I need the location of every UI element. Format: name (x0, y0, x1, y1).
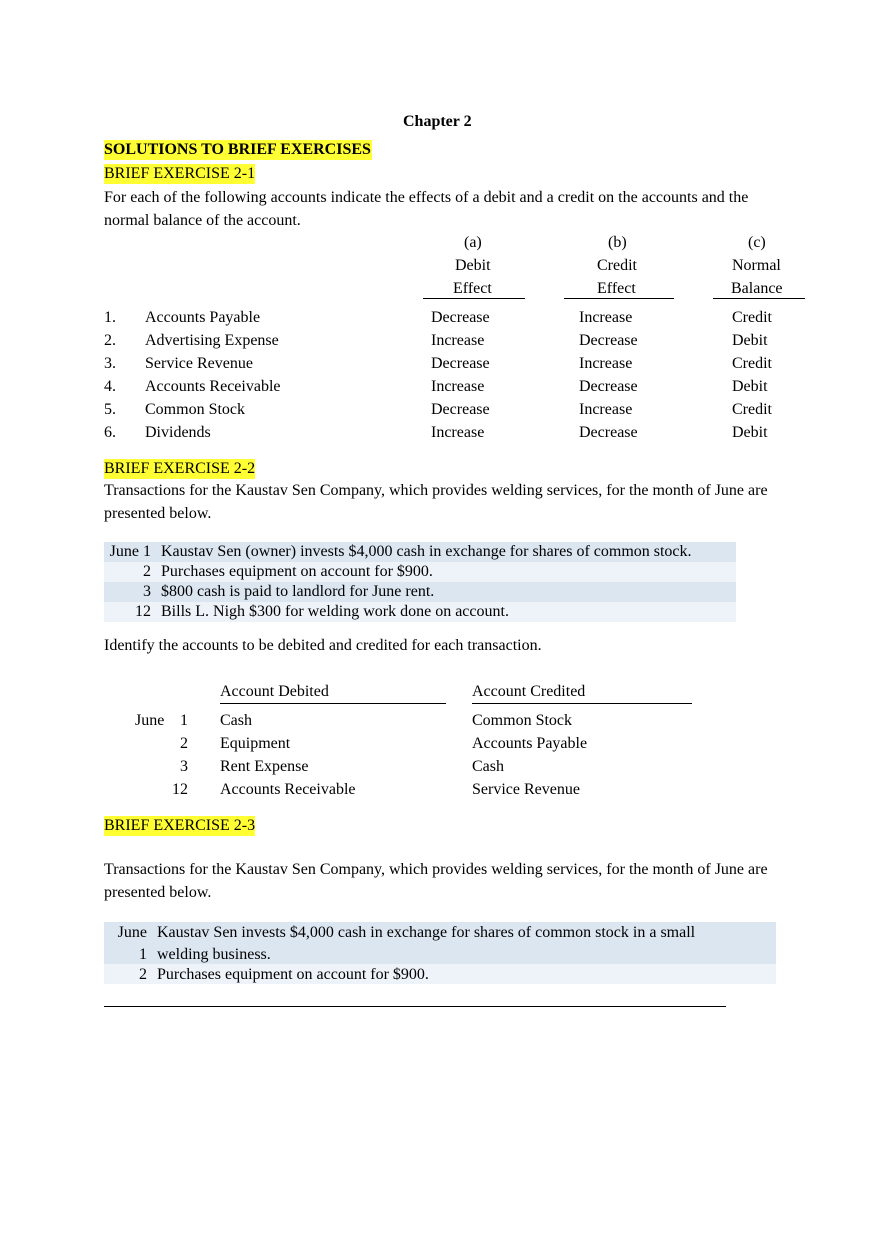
transaction-text: Purchases equipment on account for $900. (161, 563, 433, 580)
be1-heading: BRIEF EXERCISE 2-1 (104, 165, 256, 182)
answer-debited: Cash (220, 712, 252, 729)
answer-credited: Service Revenue (472, 781, 580, 798)
row-account: Accounts Receivable (145, 378, 281, 395)
be2-intro: Transactions for the Kaustav Sen Company, which provides welding services, for the month of June are presented below. (104, 482, 768, 522)
transaction-text: welding business. (157, 946, 271, 963)
row-credit-effect: Increase (579, 401, 633, 418)
col-a-underline (423, 298, 525, 299)
transaction-month: June (117, 924, 147, 941)
debited-underline (220, 703, 446, 704)
credited-underline (472, 703, 692, 704)
transaction-text: Bills L. Nigh $300 for welding work done on account. (161, 603, 509, 620)
row-normal-balance: Debit (732, 424, 768, 441)
col-c-line2: Balance (731, 280, 783, 297)
row-account: Common Stock (145, 401, 246, 418)
row-normal-balance: Credit (732, 309, 772, 326)
transaction-text: $800 cash is paid to landlord for June rent. (161, 583, 435, 600)
col-a-line1: Debit (455, 257, 491, 274)
transaction-date: 12 (135, 603, 151, 620)
row-normal-balance: Debit (732, 378, 768, 395)
row-number: 2. (104, 332, 116, 349)
row-debit-effect: Decrease (431, 309, 490, 326)
row-normal-balance: Credit (732, 401, 772, 418)
col-a-letter: (a) (464, 234, 482, 251)
be2-heading: BRIEF EXERCISE 2-2 (104, 460, 256, 477)
row-account: Accounts Payable (145, 309, 261, 326)
row-debit-effect: Increase (431, 378, 485, 395)
row-credit-effect: Decrease (579, 424, 638, 441)
answer-month: June (135, 712, 165, 729)
answer-credited: Common Stock (472, 712, 573, 729)
be1-intro: For each of the following accounts indicate the effects of a debit and a credit on the accounts and the normal balance of the account. (104, 189, 749, 229)
col-b-letter: (b) (608, 234, 627, 251)
row-normal-balance: Debit (732, 332, 768, 349)
col-account-debited: Account Debited (220, 683, 329, 700)
transaction-date: 2 (139, 966, 147, 983)
row-number: 6. (104, 424, 116, 441)
footer-divider (104, 1006, 726, 1007)
chapter-title: Chapter 2 (403, 113, 472, 130)
answer-day: 1 (180, 712, 188, 729)
answer-debited: Rent Expense (220, 758, 309, 775)
row-debit-effect: Increase (431, 332, 485, 349)
row-account: Advertising Expense (145, 332, 279, 349)
col-c-underline (713, 298, 805, 299)
answer-credited: Cash (472, 758, 504, 775)
row-credit-effect: Decrease (579, 378, 638, 395)
row-debit-effect: Decrease (431, 401, 490, 418)
transaction-date: 1 (139, 946, 147, 963)
answer-debited: Equipment (220, 735, 291, 752)
row-debit-effect: Decrease (431, 355, 490, 372)
be3-intro: Transactions for the Kaustav Sen Company, which provides welding services, for the month of June are presented below. (104, 861, 768, 901)
transaction-text: Purchases equipment on account for $900. (157, 966, 429, 983)
answer-credited: Accounts Payable (472, 735, 588, 752)
col-b-underline (564, 298, 674, 299)
be2-instruction: Identify the accounts to be debited and credited for each transaction. (104, 637, 542, 654)
transaction-date: 2 (143, 563, 151, 580)
answer-day: 3 (180, 758, 188, 775)
col-c-line1: Normal (732, 257, 781, 274)
row-account: Dividends (145, 424, 211, 441)
row-number: 3. (104, 355, 116, 372)
answer-day: 12 (172, 781, 188, 798)
row-number: 1. (104, 309, 116, 326)
row-debit-effect: Increase (431, 424, 485, 441)
row-credit-effect: Decrease (579, 332, 638, 349)
row-number: 5. (104, 401, 116, 418)
col-b-line2: Effect (597, 280, 636, 297)
answer-day: 2 (180, 735, 188, 752)
transaction-text: Kaustav Sen invests $4,000 cash in exchange for shares of common stock in a small (157, 924, 696, 941)
col-a-line2: Effect (453, 280, 492, 297)
row-number: 4. (104, 378, 116, 395)
col-c-letter: (c) (748, 234, 766, 251)
col-account-credited: Account Credited (472, 683, 586, 700)
answer-debited: Accounts Receivable (220, 781, 356, 798)
col-b-line1: Credit (597, 257, 637, 274)
transaction-date: 3 (143, 583, 151, 600)
transaction-text: Kaustav Sen (owner) invests $4,000 cash in exchange for shares of common stock. (161, 543, 692, 560)
row-account: Service Revenue (145, 355, 253, 372)
row-credit-effect: Increase (579, 309, 633, 326)
row-normal-balance: Credit (732, 355, 772, 372)
row-credit-effect: Increase (579, 355, 633, 372)
be3-heading: BRIEF EXERCISE 2-3 (104, 817, 256, 834)
transaction-date: June 1 (109, 543, 151, 560)
section-title: SOLUTIONS TO BRIEF EXERCISES (104, 141, 371, 158)
